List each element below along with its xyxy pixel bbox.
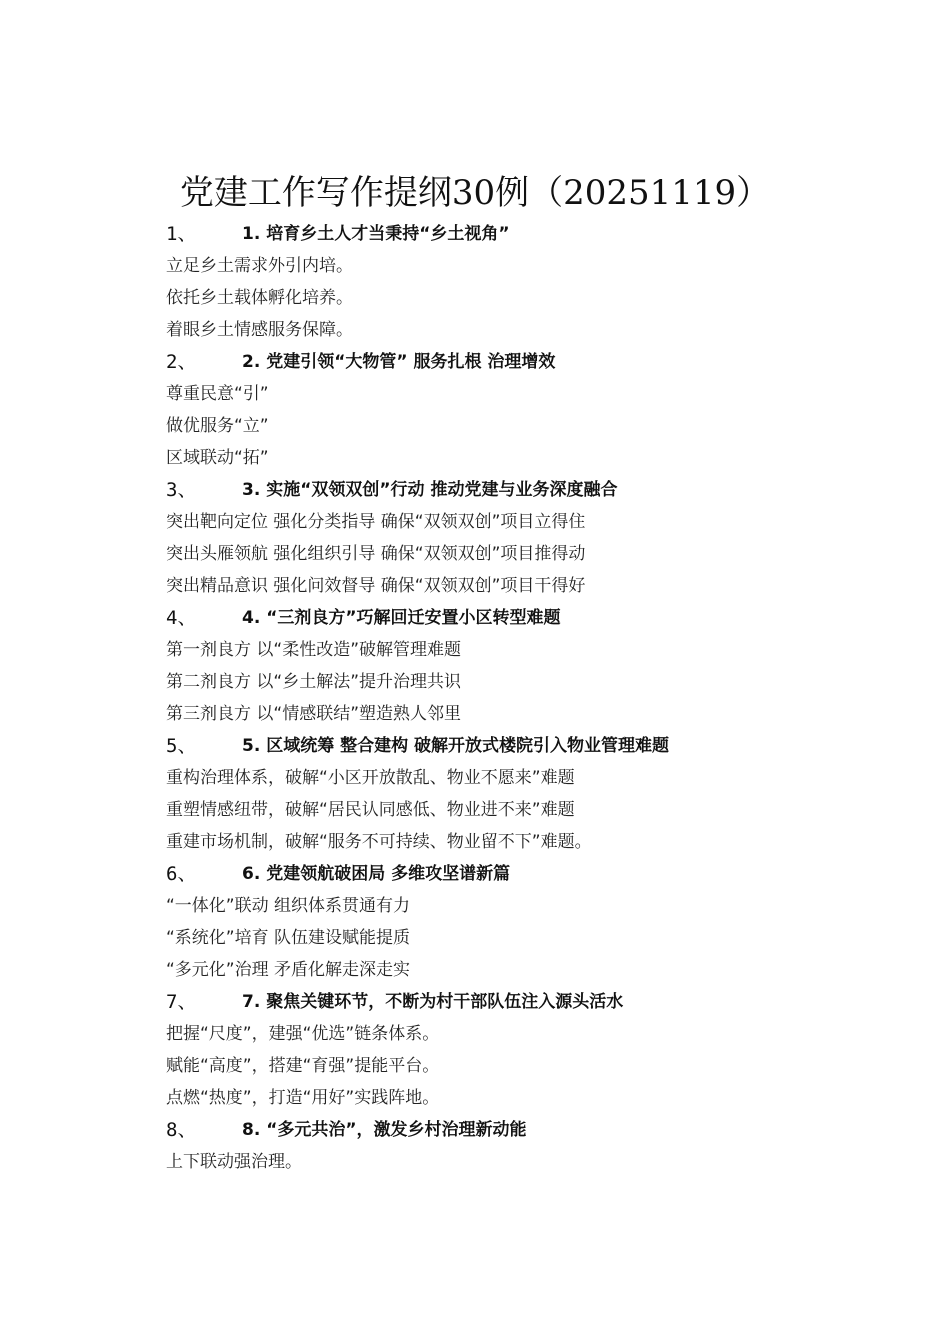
item-line: 把握“尺度”，建强“优选”链条体系。 <box>166 1024 440 1044</box>
item-number: 4、 <box>166 607 197 629</box>
item-heading-row <box>166 858 926 890</box>
outline-item <box>166 730 926 858</box>
item-number: 7、 <box>166 991 197 1013</box>
outline-item <box>166 986 926 1114</box>
item-heading: 4. “三剂良方”巧解回迁安置小区转型难题 <box>242 608 561 628</box>
item-heading-row <box>166 602 926 634</box>
item-line: 着眼乡土情感服务保障。 <box>166 320 353 340</box>
outline-item <box>166 1114 926 1178</box>
item-line: “系统化”培育 队伍建设赋能提质 <box>166 928 411 948</box>
item-line: 重构治理体系，破解“小区开放散乱、物业不愿来”难题 <box>166 768 575 788</box>
item-line: 第三剂良方 以“情感联结”塑造熟人邻里 <box>166 704 462 724</box>
item-heading: 2. 党建引领“大物管” 服务扎根 治理增效 <box>242 352 556 372</box>
item-line: “一体化”联动 组织体系贯通有力 <box>166 896 411 916</box>
item-line: 赋能“高度”，搭建“育强”提能平台。 <box>166 1056 440 1076</box>
item-line: 突出精品意识 强化问效督导 确保“双领双创”项目干得好 <box>166 576 586 596</box>
outline-list <box>166 218 926 1178</box>
item-line: 上下联动强治理。 <box>166 1152 302 1172</box>
item-heading-row <box>166 1114 926 1146</box>
item-heading-row <box>166 218 926 250</box>
item-line: 第二剂良方 以“乡土解法”提升治理共识 <box>166 672 462 692</box>
item-number: 2、 <box>166 351 197 373</box>
item-heading: 5. 区域统筹 整合建构 破解开放式楼院引入物业管理难题 <box>242 736 670 756</box>
item-heading-row <box>166 474 926 506</box>
item-line: 做优服务“立” <box>166 416 269 436</box>
item-line: 点燃“热度”，打造“用好”实践阵地。 <box>166 1088 440 1108</box>
item-heading-row <box>166 986 926 1018</box>
item-line: “多元化”治理 矛盾化解走深走实 <box>166 960 411 980</box>
item-line: 第一剂良方 以“柔性改造”破解管理难题 <box>166 640 462 660</box>
page-title: 党建工作写作提纲30例（20251119） <box>179 173 771 213</box>
item-line: 依托乡土载体孵化培养。 <box>166 288 353 308</box>
outline-item <box>166 218 926 346</box>
item-heading: 1. 培育乡土人才当秉持“乡土视角” <box>242 224 510 244</box>
outline-item <box>166 858 926 986</box>
item-heading: 8. “多元共治”，激发乡村治理新动能 <box>242 1120 527 1140</box>
outline-item <box>166 346 926 474</box>
item-heading: 7. 聚焦关键环节，不断为村干部队伍注入源头活水 <box>242 992 624 1012</box>
item-number: 8、 <box>166 1119 197 1141</box>
item-number: 3、 <box>166 479 197 501</box>
item-line: 立足乡土需求外引内培。 <box>166 256 353 276</box>
item-line: 突出头雁领航 强化组织引导 确保“双领双创”项目推得动 <box>166 544 586 564</box>
outline-item <box>166 602 926 730</box>
item-number: 1、 <box>166 223 197 245</box>
item-heading-row <box>166 730 926 762</box>
outline-item <box>166 474 926 602</box>
item-heading-row <box>166 346 926 378</box>
item-line: 突出靶向定位 强化分类指导 确保“双领双创”项目立得住 <box>166 512 586 532</box>
item-heading: 6. 党建领航破困局 多维攻坚谱新篇 <box>242 864 511 884</box>
item-number: 6、 <box>166 863 197 885</box>
item-line: 区域联动“拓” <box>166 448 269 468</box>
item-line: 重建市场机制，破解“服务不可持续、物业留不下”难题。 <box>166 832 592 852</box>
item-line: 尊重民意“引” <box>166 384 269 404</box>
item-line: 重塑情感纽带，破解“居民认同感低、物业进不来”难题 <box>166 800 575 820</box>
item-heading: 3. 实施“双领双创”行动 推动党建与业务深度融合 <box>242 480 618 500</box>
item-number: 5、 <box>166 735 197 757</box>
